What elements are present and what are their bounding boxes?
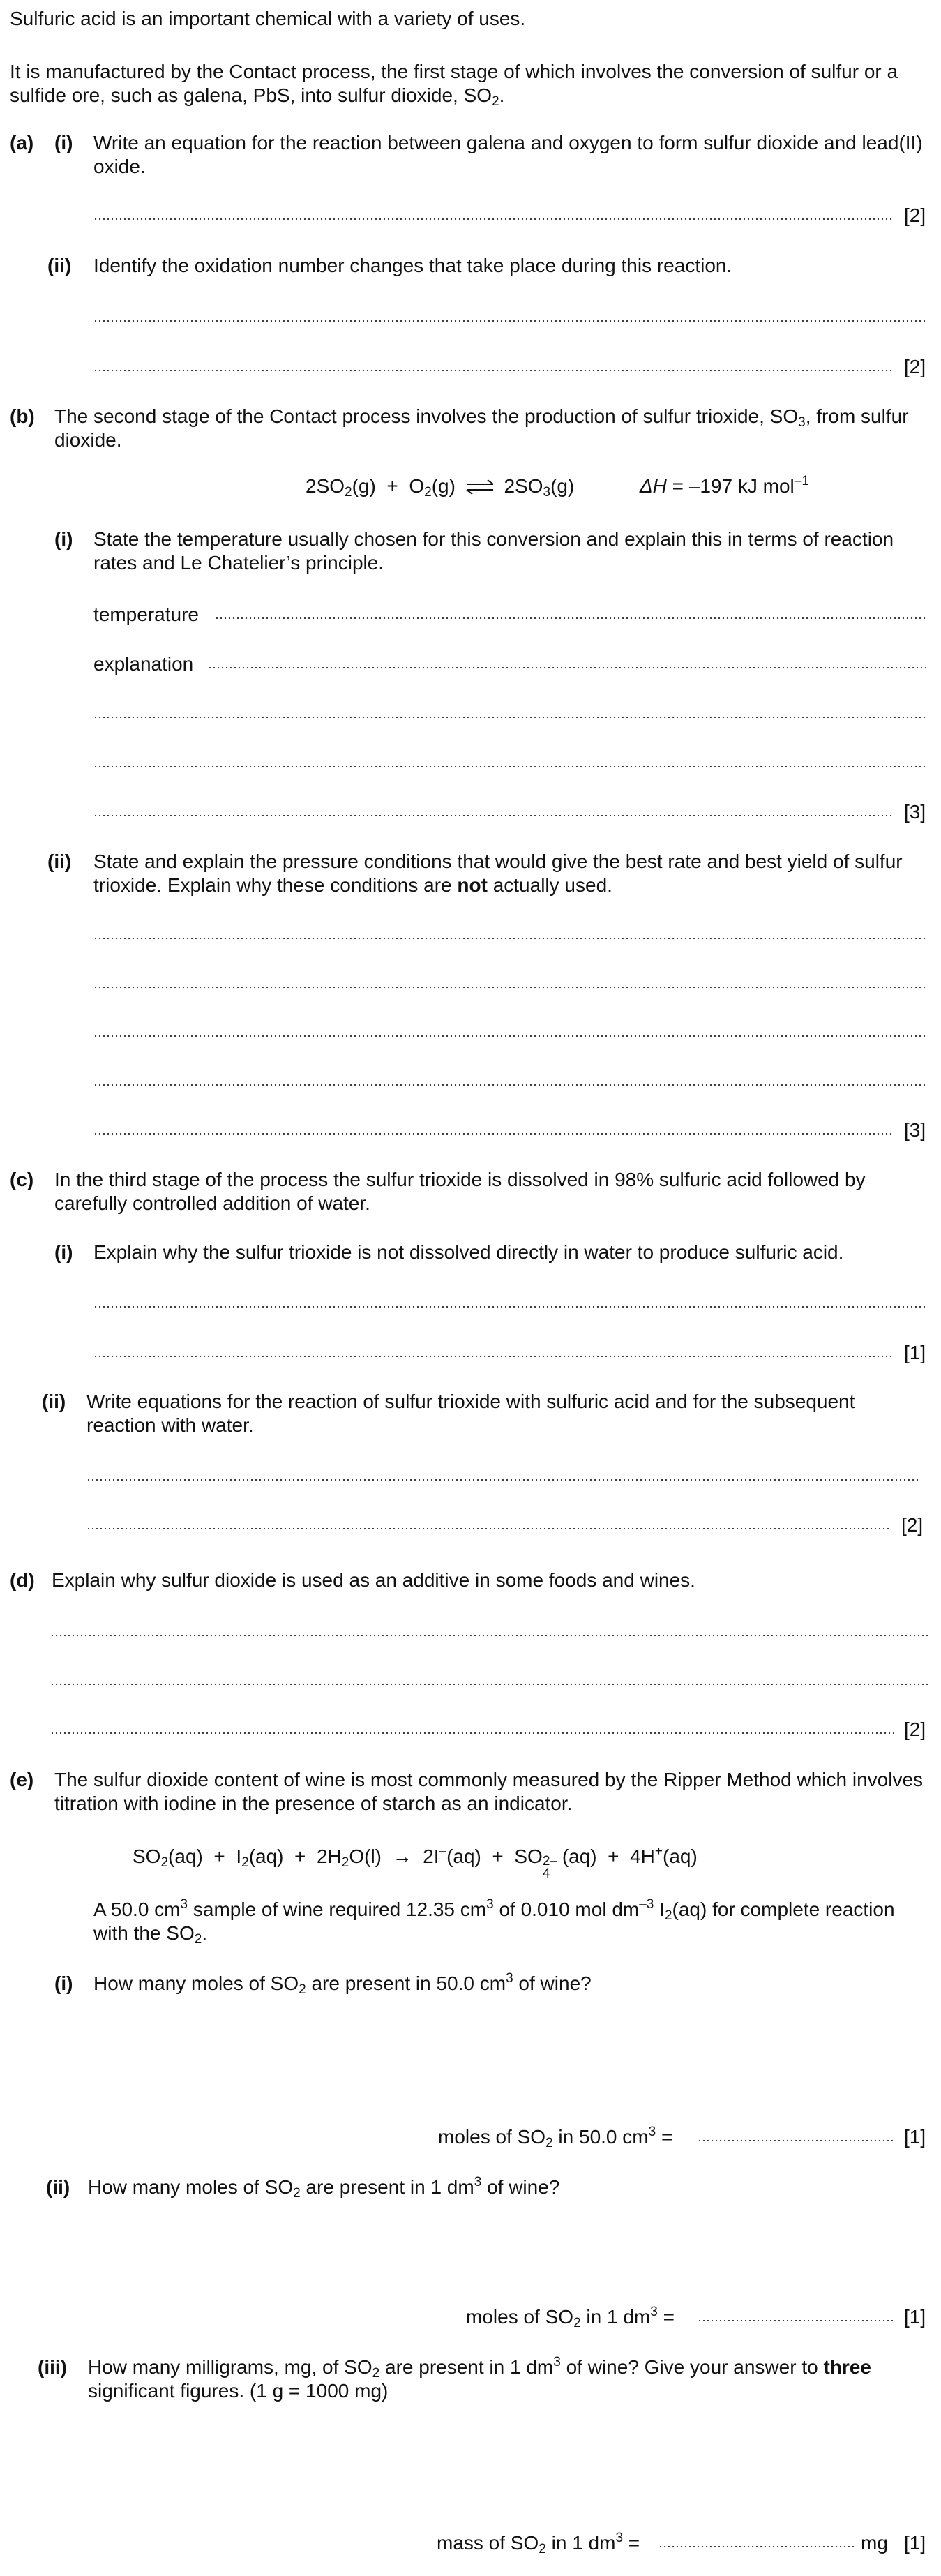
answer-line[interactable]: [93, 218, 894, 220]
answer-line[interactable]: [93, 766, 928, 767]
question-b-ii-label: (ii): [47, 851, 72, 872]
answer-line[interactable]: [698, 2320, 893, 2321]
question-a-label: (a): [10, 132, 34, 153]
unit-mg: mg: [861, 2532, 888, 2554]
ripper-method-equation: $SO_2(aq) + I_2(aq) + 2H_2O(l) \to 2I^-(aq)$ + SO 4 2– (aq) + 4H+(aq): [133, 1844, 698, 1881]
marks-allocation: [2]: [904, 204, 926, 226]
wine-sample-text: A 50.0 $cm^3$ sample of wine required 12.35 $cm^3$ of 0.010 mol $dm^{-3}$ $I_2(aq)$ for complete reaction with the $SO_2$.: [93, 1897, 895, 1947]
marks-allocation: [2]: [901, 1514, 924, 1536]
contact-process-equation: $2SO_2(g) + O_2(g)$ $2SO_3(g) \Delta H = -197$ kJ mol$^{-1}$: [306, 474, 809, 500]
explanation-answer-line[interactable]: [208, 667, 928, 668]
answer-line[interactable]: [93, 815, 894, 816]
answer-label-mass-1dm3: mass of $SO_2$ in 1 $dm^3$ =: [437, 2531, 640, 2556]
answer-line[interactable]: [658, 2546, 855, 2547]
question-e-ii-label: (ii): [46, 2176, 70, 2198]
temperature-answer-line[interactable]: [215, 617, 928, 619]
answer-line[interactable]: [50, 1732, 894, 1734]
answer-line[interactable]: [50, 1635, 928, 1636]
question-c-ii-text: Write equations for the reaction of sulfur trioxide with sulfuric acid and for the subsequent reaction with water.: [86, 1391, 855, 1436]
marks-allocation: [1]: [904, 2532, 926, 2554]
question-e-i-text: How many moles of $SO_2$ are present in 50.0 $cm^3$ of wine?: [93, 1971, 592, 1997]
question-c-label: (c): [10, 1169, 34, 1190]
answer-line[interactable]: [50, 1684, 928, 1685]
question-c-i-text: Explain why the sulfur trioxide is not dissolved directly in water to produce sulfuric acid.: [93, 1241, 844, 1263]
equilibrium-arrows-icon: [464, 479, 496, 495]
answer-line[interactable]: [93, 1306, 928, 1308]
question-b-ii-text: State and explain the pressure conditions that would give the best rate and best yield of sulfur trioxide. Explain why these conditions are not actually used.: [93, 851, 903, 896]
marks-allocation: [3]: [904, 801, 926, 823]
question-a-i-text: Write an equation for the reaction between galena and oxygen to form sulfur dioxide and lead(II) oxide.: [93, 132, 923, 177]
answer-line[interactable]: [86, 1479, 921, 1481]
answer-line[interactable]: [93, 717, 928, 718]
question-e-i-label: (i): [54, 1972, 73, 1994]
enthalpy-change: ΔH = –197 kJ mol$^{-1}$: [639, 474, 809, 497]
answer-line[interactable]: [93, 938, 928, 939]
intro-paragraph-2: It is manufactured by the Contact process, the first stage of which involves the conversion of sulfur or a sulfide ore, such as galena, PbS, into sulfur dioxide, $SO_2$.: [10, 61, 898, 109]
marks-allocation: [2]: [904, 356, 926, 377]
reaction-arrow-icon: →: [392, 1845, 412, 1867]
marks-allocation: [3]: [904, 1119, 926, 1141]
question-b-label: (b): [10, 405, 35, 427]
answer-line[interactable]: [698, 2140, 893, 2141]
intro-paragraph-1: Sulfuric acid is an important chemical with a variety of uses.: [10, 8, 526, 29]
question-a-i-label: (i): [54, 132, 73, 153]
answer-line[interactable]: [93, 1133, 894, 1135]
answer-line[interactable]: [93, 1084, 928, 1086]
question-e-ii-text: How many moles of $SO_2$ are present in 1 $dm^3$ of wine?: [88, 2175, 560, 2201]
answer-line[interactable]: [93, 320, 928, 322]
marks-allocation: [2]: [904, 1718, 926, 1740]
question-b-text: The second stage of the Contact process involves the production of sulfur trioxide, $SO_3$, from sulfur dioxide.: [54, 405, 909, 451]
answer-line[interactable]: [93, 1035, 928, 1037]
marks-allocation: [1]: [904, 1342, 926, 1363]
question-b-i-label: (i): [54, 528, 73, 550]
question-d-text: Explain why sulfur dioxide is used as an additive in some foods and wines.: [52, 1569, 695, 1591]
temperature-field-label: temperature: [93, 604, 199, 625]
question-e-iii-label: (iii): [38, 2356, 67, 2378]
question-a-ii-text: Identify the oxidation number changes that take place during this reaction.: [93, 255, 732, 276]
marks-allocation: [1]: [904, 2306, 926, 2328]
question-a-ii-label: (ii): [47, 255, 72, 276]
question-b-i-text: State the temperature usually chosen for this conversion and explain this in terms of reaction rates and Le Chatelier’s principle.: [93, 528, 894, 574]
explanation-field-label: explanation: [93, 653, 194, 675]
question-e-iii-text: How many milligrams, mg, of $SO_2$ are present in 1 $dm^3$ of wine? Give your answer to three significant figures. (1 g = 1000 mg): [88, 2355, 871, 2402]
answer-line[interactable]: [93, 370, 894, 371]
answer-line[interactable]: [93, 987, 928, 988]
answer-line[interactable]: [93, 1356, 894, 1357]
answer-label-moles-50cm3: moles of $SO_2$ in 50.0 $cm^3$ =: [438, 2125, 673, 2150]
answer-line[interactable]: [86, 1528, 890, 1529]
question-c-i-label: (i): [54, 1241, 73, 1263]
question-e-text: The sulfur dioxide content of wine is most commonly measured by the Ripper Method which involves titration with iodine in the presence of starch as an indicator.: [54, 1769, 924, 1814]
question-c-ii-label: (ii): [42, 1391, 66, 1412]
question-e-label: (e): [10, 1769, 34, 1790]
question-d-label: (d): [10, 1569, 35, 1591]
question-c-text: In the third stage of the process the sulfur trioxide is dissolved in 98% sulfuric acid followed by carefully controlled addition of water.: [54, 1169, 866, 1214]
marks-allocation: [1]: [904, 2126, 926, 2148]
answer-label-moles-1dm3: moles of $SO_2$ in 1 $dm^3$ =: [466, 2305, 675, 2330]
